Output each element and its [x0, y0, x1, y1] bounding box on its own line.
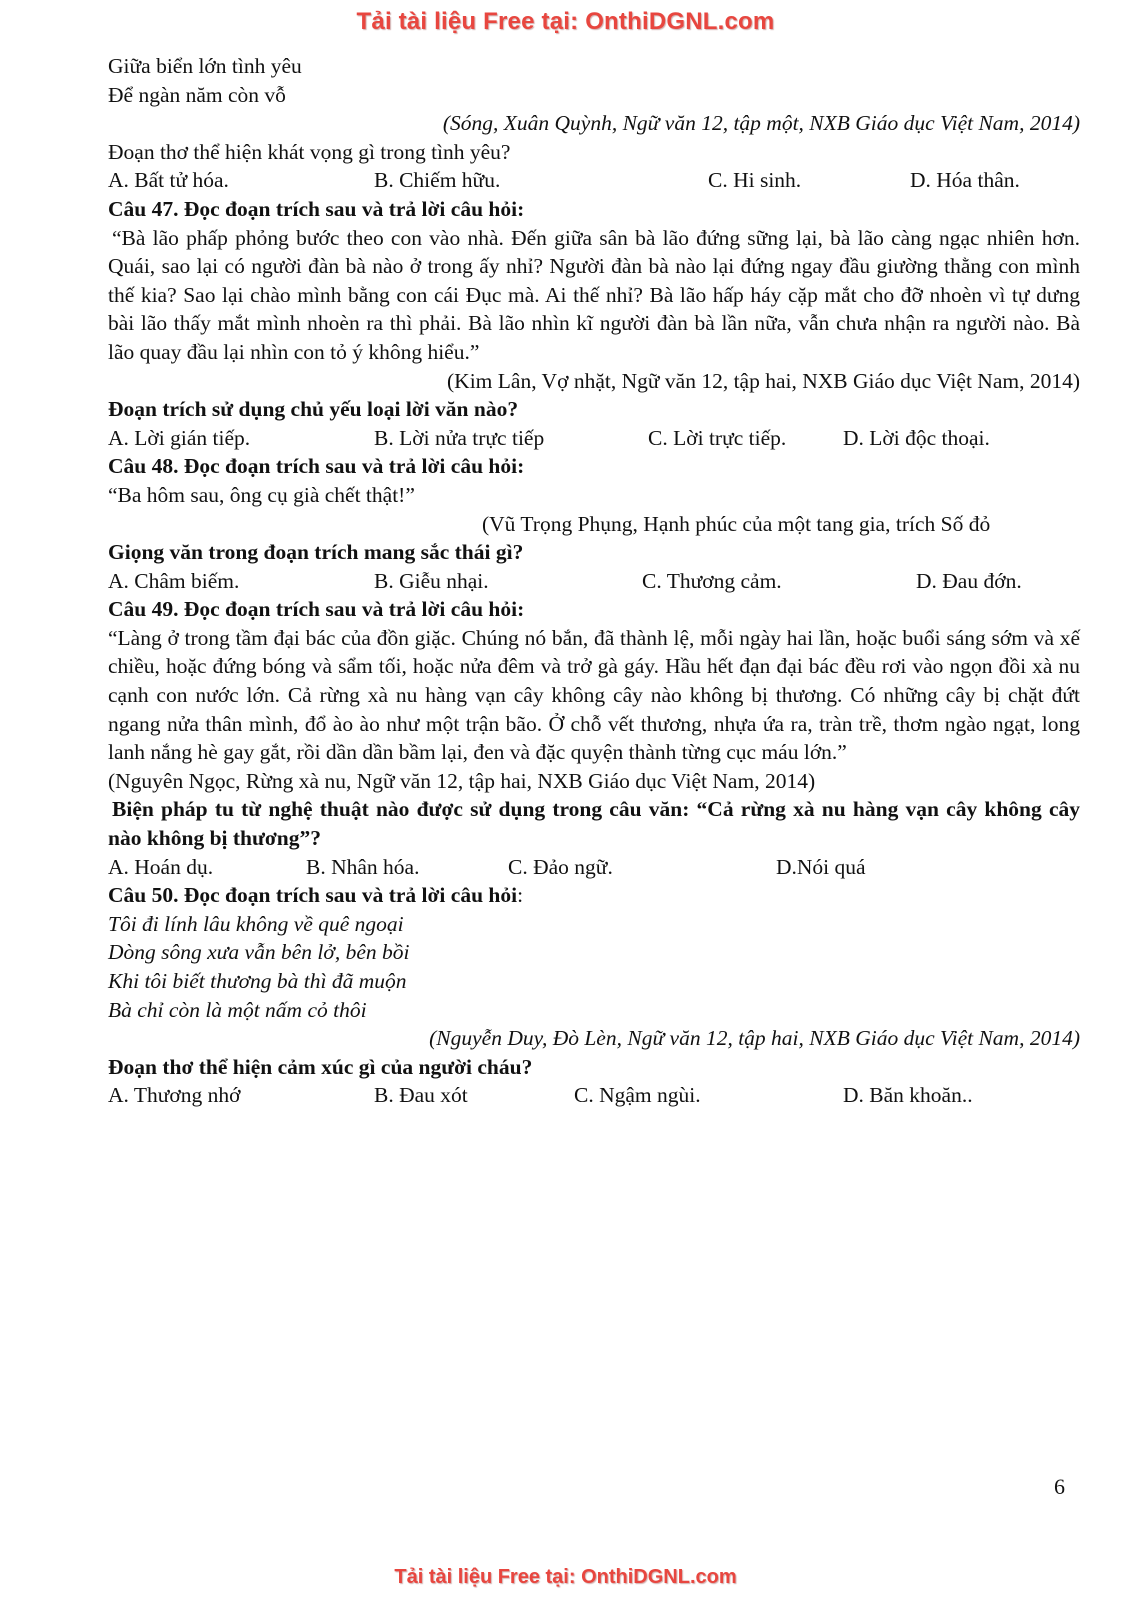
option-b[interactable]: B. Đau xót	[374, 1083, 468, 1108]
option-c[interactable]: C. Lời trực tiếp.	[648, 425, 787, 450]
answer-options	[108, 424, 1080, 453]
option-d[interactable]: D.Nói quá	[776, 854, 866, 879]
option-d[interactable]: D. Đau đớn.	[916, 568, 1022, 593]
header-banner[interactable]: Tải tài liệu Free tại: OnthiDGNL.com	[356, 8, 775, 35]
option-d[interactable]: D. Lời độc thoại.	[843, 425, 990, 450]
footer-banner[interactable]: Tải tài liệu Free tại: OnthiDGNL.com	[394, 1566, 737, 1588]
poem-line: Giữa biển lớn tình yêu	[108, 54, 302, 78]
passage-text: “Ba hôm sau, ông cụ già chết thật!”	[108, 482, 415, 507]
page-number: 6	[1054, 1474, 1065, 1499]
question-text: Đoạn thơ thể hiện cảm xúc gì của người cháu?	[108, 1054, 533, 1079]
question-heading: Câu 48. Đọc đoạn trích sau và trả lời câu hỏi:	[108, 454, 525, 479]
source-citation: (Nguyên Ngọc, Rừng xà nu, Ngữ văn 12, tập hai, NXB Giáo dục Việt Nam, 2014)	[108, 768, 816, 793]
option-a[interactable]: A. Hoán dụ.	[108, 854, 214, 879]
question-text: Đoạn thơ thể hiện khát vọng gì trong tình yêu?	[108, 139, 511, 164]
option-c[interactable]: C. Ngậm ngùi.	[574, 1083, 701, 1108]
answer-options	[108, 567, 1080, 596]
option-d[interactable]: D. Hóa thân.	[910, 168, 1020, 193]
answer-options	[108, 1081, 1080, 1110]
passage-text: “Bà lão phấp phỏng bước theo con vào nhà. Đến giữa sân bà lão đứng sững lại, bà lão càng ngạc nhiên hơn. Quái, sao lại có người đàn bà nào ở trong ấy nhỉ? Người đàn bà nào lại đứng ngay đầu giường thằng con mình thế kia? Sao lại chào mình bằng con cái Đục mà. Ai thế nhỉ? Bà lão hấp háy cặp mắt cho đỡ nhoèn vì tự dưng bài lão thấy mắt mình nhoèn ra thì phải. Bà lão nhìn kĩ người đàn bà lần nữa, vẫn chưa nhận ra người nào. Bà lão quay đầu lại nhìn con tỏ ý không hiểu.”	[108, 225, 1080, 364]
question-text: Biện pháp tu từ nghệ thuật nào được sử dụng trong câu văn: “Cả rừng xà nu hàng vạn cây không cây nào không bị thương”?	[108, 797, 1080, 851]
poem-line: Khi tôi biết thương bà thì đã muộn	[108, 969, 407, 993]
poem-line: Dòng sông xưa vẫn bên lở, bên bồi	[108, 940, 410, 965]
option-a[interactable]: A. Châm biếm.	[108, 568, 240, 593]
source-citation: (Nguyễn Duy, Đò Lèn, Ngữ văn 12, tập hai, NXB Giáo dục Việt Nam, 2014)	[429, 1026, 1080, 1051]
option-b[interactable]: B. Lời nửa trực tiếp	[374, 425, 545, 450]
question-heading-colon: :	[517, 883, 524, 908]
option-c[interactable]: C. Hi sinh.	[708, 168, 802, 193]
poem-line: Để ngàn năm còn vỗ	[108, 82, 286, 107]
option-d[interactable]: D. Băn khoăn..	[843, 1083, 973, 1108]
passage-text: “Làng ở trong tầm đại bác của đồn giặc. Chúng nó bắn, đã thành lệ, mỗi ngày hai lần, hoặc buổi sáng sớm và xế chiều, hoặc đứng bóng và sẩm tối, hoặc nửa đêm và trở gà gáy. Hầu hết đạn đại bác đều rơi vào ngọn đồi xà nu cạnh con nước lớn. Cả rừng xà nu hàng vạn cây không cây nào không bị thương. Có những cây bị chặt đứt ngang nửa thân mình, đổ ào ào như một trận bão. Ở chỗ vết thương, nhựa ứa ra, tràn trề, thơm ngào ngạt, long lanh nắng hè gay gắt, rồi dần dần bầm lại, đen và đặc quyện thành từng cục máu lớn.”	[108, 625, 1080, 765]
question-heading	[108, 881, 1080, 910]
question-heading-label: Câu 50. Đọc đoạn trích sau và trả lời câu hỏi	[108, 883, 518, 908]
question-heading: Câu 47. Đọc đoạn trích sau và trả lời câu hỏi:	[108, 196, 525, 221]
page-content	[108, 52, 1080, 1110]
option-a[interactable]: A. Thương nhớ	[108, 1083, 241, 1108]
question-text: Giọng văn trong đoạn trích mang sắc thái gì?	[108, 540, 524, 565]
source-citation: (Vũ Trọng Phụng, Hạnh phúc của một tang gia, trích Số đỏ	[482, 511, 991, 536]
option-a[interactable]: A. Lời gián tiếp.	[108, 425, 251, 450]
option-a[interactable]: A. Bất tử hóa.	[108, 168, 229, 193]
poem-line: Bà chỉ còn là một nấm cỏ thôi	[108, 997, 367, 1022]
source-citation: (Sóng, Xuân Quỳnh, Ngữ văn 12, tập một, NXB Giáo dục Việt Nam, 2014)	[442, 111, 1080, 136]
source-citation: (Kim Lân, Vợ nhặt, Ngữ văn 12, tập hai, NXB Giáo dục Việt Nam, 2014)	[447, 368, 1080, 393]
option-b[interactable]: B. Nhân hóa.	[306, 854, 420, 879]
option-b[interactable]: B. Giễu nhại.	[374, 568, 489, 593]
answer-options	[108, 166, 1080, 195]
answer-options	[108, 853, 1080, 882]
option-b[interactable]: B. Chiếm hữu.	[374, 168, 501, 193]
poem-line: Tôi đi lính lâu không về quê ngoại	[108, 911, 404, 936]
question-text: Đoạn trích sử dụng chủ yếu loại lời văn nào?	[108, 397, 519, 422]
question-heading: Câu 49. Đọc đoạn trích sau và trả lời câu hỏi:	[108, 597, 525, 622]
option-c[interactable]: C. Thương cảm.	[642, 568, 782, 593]
option-c[interactable]: C. Đảo ngữ.	[508, 854, 613, 879]
